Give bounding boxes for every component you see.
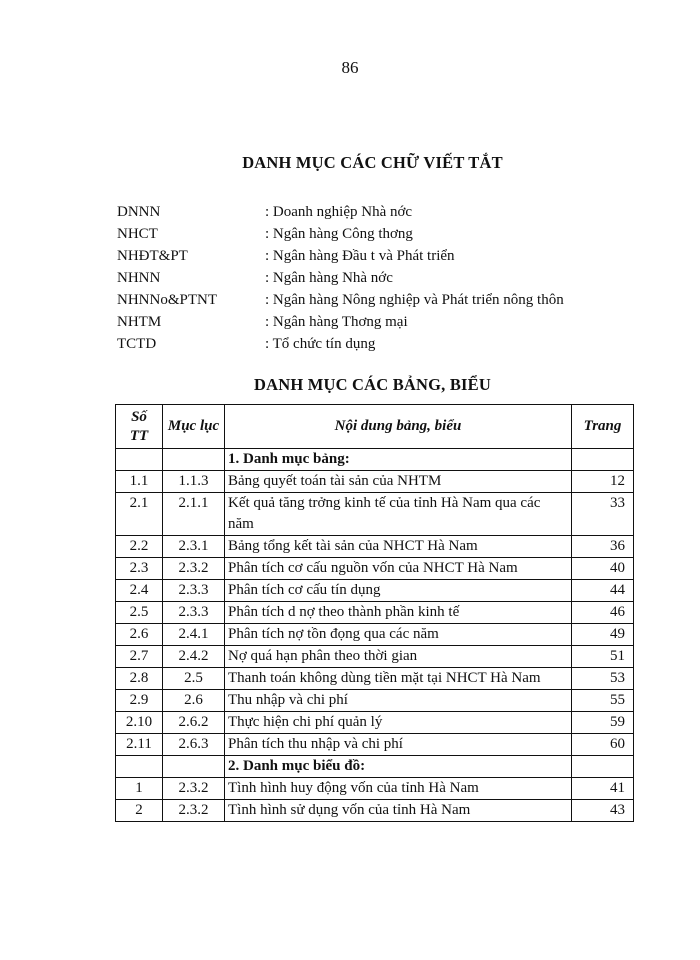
table-row (116, 734, 634, 756)
cell-trang: 49 (572, 624, 634, 646)
table-section-row (116, 449, 634, 471)
cell-trang: 40 (572, 558, 634, 580)
cell-trang: 12 (572, 471, 634, 493)
cell-stt: 2.8 (116, 668, 163, 690)
abbreviation-code: NHTM (117, 314, 162, 330)
header-stt (116, 405, 163, 449)
cell-trang: 59 (572, 712, 634, 734)
cell-noi-dung: Phân tích cơ cấu tín dụng (225, 580, 572, 602)
abbreviation-definition: : Tổ chức tín dụng (265, 336, 376, 352)
cell-stt: 2.6 (116, 624, 163, 646)
abbreviation-row (117, 223, 657, 245)
abbreviation-list (117, 201, 657, 355)
abbreviation-definition: : Ngân hàng Thơng mại (265, 314, 408, 330)
abbreviation-code: TCTD (117, 336, 157, 352)
table-row (116, 580, 634, 602)
header-muc-luc: Mục lục (163, 405, 225, 449)
abbreviation-definition: : Doanh nghiệp Nhà nớc (265, 204, 413, 220)
cell-stt: 1 (116, 778, 163, 800)
cell-noi-dung: Tình hình sử dụng vốn của tỉnh Hà Nam (225, 800, 572, 822)
cell-muc-luc: 2.6.3 (163, 734, 225, 756)
abbreviation-code: NHNN (117, 270, 161, 286)
table-row (116, 690, 634, 712)
cell-trang (572, 449, 634, 471)
tables-index (115, 404, 634, 822)
cell-stt: 2.1 (116, 493, 163, 536)
cell-trang: 46 (572, 602, 634, 624)
cell-muc-luc: 2.3.3 (163, 602, 225, 624)
abbreviation-definition: : Ngân hàng Nhà nớc (265, 270, 393, 286)
abbreviation-definition: : Ngân hàng Công thơng (265, 226, 413, 242)
cell-trang: 60 (572, 734, 634, 756)
cell-stt: 2.11 (116, 734, 163, 756)
table-row (116, 624, 634, 646)
table-row (116, 778, 634, 800)
cell-trang: 36 (572, 536, 634, 558)
cell-muc-luc: 2.6.2 (163, 712, 225, 734)
table-row (116, 602, 634, 624)
abbreviation-code: DNNN (117, 204, 161, 220)
cell-noi-dung: Thu nhập và chi phí (225, 690, 572, 712)
abbreviation-row (117, 311, 657, 333)
abbreviation-row (117, 289, 657, 311)
cell-noi-dung: 1. Danh mục bảng: (225, 449, 572, 471)
table-header-row (116, 405, 634, 449)
page-number: 86 (341, 58, 359, 77)
table-section-row (116, 756, 634, 778)
cell-trang: 51 (572, 646, 634, 668)
cell-muc-luc: 2.4.1 (163, 624, 225, 646)
cell-noi-dung: Phân tích d nợ theo thành phần kinh tế (225, 602, 572, 624)
header-trang: Trang (572, 405, 634, 449)
cell-muc-luc: 2.1.1 (163, 493, 225, 536)
cell-muc-luc: 2.5 (163, 668, 225, 690)
table-row (116, 471, 634, 493)
table-body (116, 449, 634, 822)
cell-muc-luc: 2.3.1 (163, 536, 225, 558)
cell-noi-dung: Kết quả tăng trởng kinh tế của tỉnh Hà Nam qua các năm (225, 493, 572, 536)
cell-stt: 2 (116, 800, 163, 822)
cell-muc-luc (163, 756, 225, 778)
abbreviation-row (117, 245, 657, 267)
cell-muc-luc: 2.4.2 (163, 646, 225, 668)
abbreviation-definition: : Ngân hàng Nông nghiệp và Phát triển nông thôn (265, 292, 564, 308)
abbreviation-row (117, 333, 657, 355)
cell-muc-luc: 2.3.3 (163, 580, 225, 602)
cell-stt: 2.5 (116, 602, 163, 624)
table-row (116, 646, 634, 668)
cell-stt: 2.9 (116, 690, 163, 712)
table-row (116, 493, 634, 536)
cell-muc-luc: 2.3.2 (163, 778, 225, 800)
table-row (116, 536, 634, 558)
cell-trang: 44 (572, 580, 634, 602)
cell-noi-dung: Bảng tổng kết tài sản của NHCT Hà Nam (225, 536, 572, 558)
table-row (116, 668, 634, 690)
header-stt-text: Số TT (129, 408, 149, 444)
cell-stt: 2.2 (116, 536, 163, 558)
cell-muc-luc (163, 449, 225, 471)
cell-noi-dung: Thanh toán không dùng tiền mặt tại NHCT Hà Nam (225, 668, 572, 690)
cell-stt: 1.1 (116, 471, 163, 493)
table-row (116, 558, 634, 580)
abbreviation-code: NHNNo&PTNT (117, 292, 217, 308)
cell-muc-luc: 2.3.2 (163, 558, 225, 580)
cell-trang: 33 (572, 493, 634, 536)
cell-trang (572, 756, 634, 778)
cell-stt (116, 756, 163, 778)
header-noi-dung: Nội dung bảng, biểu (225, 405, 572, 449)
cell-stt: 2.3 (116, 558, 163, 580)
table-row (116, 712, 634, 734)
abbreviations-title: DANH MỤC CÁC CHỮ VIẾT TẮT (242, 153, 503, 172)
cell-stt (116, 449, 163, 471)
cell-noi-dung: Thực hiện chi phí quản lý (225, 712, 572, 734)
table-row (116, 800, 634, 822)
cell-trang: 55 (572, 690, 634, 712)
abbreviation-row (117, 201, 657, 223)
cell-noi-dung: 2. Danh mục biểu đồ: (225, 756, 572, 778)
cell-muc-luc: 2.6 (163, 690, 225, 712)
cell-muc-luc: 2.3.2 (163, 800, 225, 822)
cell-noi-dung: Nợ quá hạn phân theo thời gian (225, 646, 572, 668)
abbreviation-row (117, 267, 657, 289)
cell-trang: 53 (572, 668, 634, 690)
abbreviation-code: NHCT (117, 226, 158, 242)
cell-noi-dung: Phân tích cơ cấu nguồn vốn của NHCT Hà Nam (225, 558, 572, 580)
cell-noi-dung: Bảng quyết toán tài sản của NHTM (225, 471, 572, 493)
cell-noi-dung: Phân tích nợ tồn đọng qua các năm (225, 624, 572, 646)
cell-stt: 2.7 (116, 646, 163, 668)
cell-stt: 2.10 (116, 712, 163, 734)
abbreviation-code: NHĐT&PT (117, 248, 188, 264)
cell-muc-luc: 1.1.3 (163, 471, 225, 493)
cell-trang: 43 (572, 800, 634, 822)
tables-title: DANH MỤC CÁC BẢNG, BIỂU (254, 375, 491, 394)
cell-noi-dung: Tình hình huy động vốn của tỉnh Hà Nam (225, 778, 572, 800)
cell-stt: 2.4 (116, 580, 163, 602)
abbreviation-definition: : Ngân hàng Đầu t và Phát triển (265, 248, 455, 264)
cell-noi-dung: Phân tích thu nhập và chi phí (225, 734, 572, 756)
cell-trang: 41 (572, 778, 634, 800)
